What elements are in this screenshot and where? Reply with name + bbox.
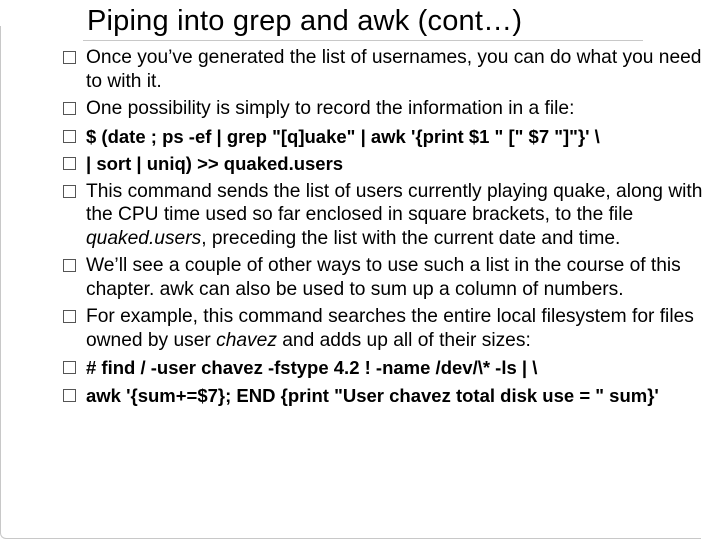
command-text: # find / -user chavez -fstype 4.2 ! -name /dev/\* -ls | \	[86, 357, 538, 378]
title-divider	[83, 40, 643, 41]
square-bullet-icon	[63, 157, 76, 170]
bullet-text: We’ll see a couple of other ways to use such a list in the course of this chapter. awk can also be used to sum up a column of numbers.	[86, 255, 681, 300]
square-bullet-icon	[63, 259, 76, 272]
bullet-text: Once you’ve generated the list of usernames, you can do what you need to with it.	[86, 47, 702, 92]
bullet-item-command-line-2	[62, 152, 712, 176]
square-bullet-icon	[63, 361, 76, 374]
bullet-item-command-line-4	[62, 384, 712, 408]
command-text: | sort | uniq) >> quaked.users	[86, 153, 344, 174]
bullet-item-command-line-1	[62, 125, 712, 149]
bullet-item-record-to-file	[62, 97, 712, 121]
bullet-item-command-line-3	[62, 356, 712, 380]
command-text: awk '{sum+=$7}; END {print "User chavez total disk use = " sum}'	[86, 384, 659, 406]
bullet-item-generated-list	[62, 46, 712, 93]
bullet-item-example	[62, 305, 712, 352]
filename-italic: quaked.users	[86, 227, 202, 249]
bullet-text: One possibility is simply to record the information in a file:	[86, 98, 575, 119]
slide-title: Piping into grep and awk (cont…)	[87, 5, 523, 37]
square-bullet-icon	[63, 102, 76, 115]
square-bullet-icon	[63, 310, 76, 323]
bullet-text-before: This command sends the list of users currently playing quake, along with the CPU time used so far enclosed in square brackets, to the file	[86, 180, 703, 225]
square-bullet-icon	[63, 185, 76, 198]
square-bullet-icon	[63, 389, 76, 402]
bullet-text-before: For example, this command searches the entire local filesystem for files owned by user	[86, 306, 694, 351]
square-bullet-icon	[63, 51, 76, 64]
square-bullet-icon	[63, 130, 76, 143]
bullet-list	[62, 46, 712, 411]
bullet-item-other-ways	[62, 254, 712, 301]
username-italic: chavez	[216, 329, 277, 351]
bullet-text-after: , preceding the list with the current date and time.	[201, 227, 621, 249]
command-text: $ (date ; ps -ef | grep "[q]uake" | awk '{print $1 " [" $7 "]"}' \	[86, 125, 600, 147]
bullet-item-command-explanation	[62, 180, 712, 251]
bullet-text-after: and adds up all of their sizes:	[276, 329, 531, 351]
